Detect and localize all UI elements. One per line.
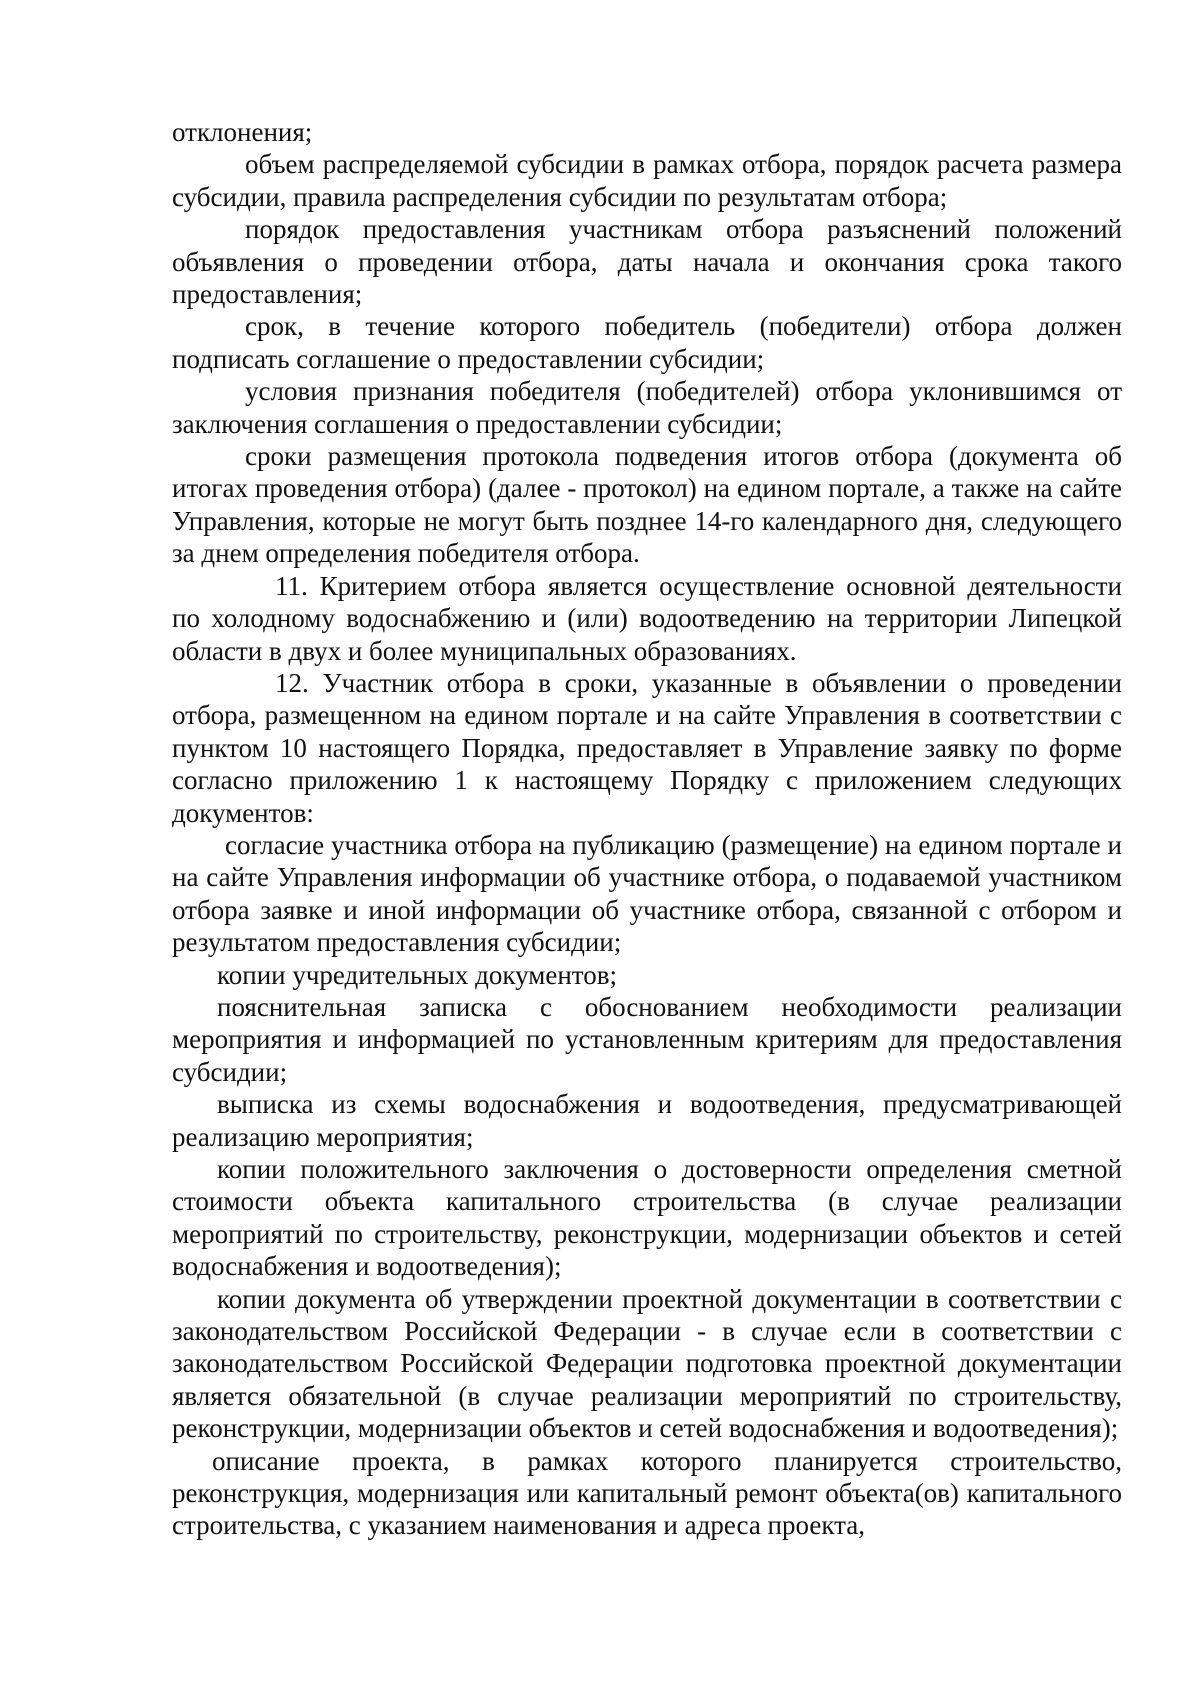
paragraph-subsidy-volume: объем распределяемой субсидии в рамках отбора, порядок расчета размера субсидии, правила распределения субсидии по результатам отбора; (172, 149, 1122, 212)
paragraph-consent: согласие участника отбора на публикацию (размещение) на едином портале и на сайте Управления информации об участнике отбора, о подаваемой участником отбора заявке и иной информации об участнике отбора, связанной с отбором и результатом предоставления субсидии; (172, 829, 1122, 958)
paragraph-positive-conclusion: копии положительного заключения о достоверности определения сметной стоимости объекта капитального строительства (в случае реализации мероприятий по строительству, реконструкции, модернизации объектов и сетей водоснабжения и водоотведения); (172, 1154, 1122, 1282)
paragraph-project-approval: копии документа об утверждении проектной документации в соответствии с законодательством Российской Федерации - в случае если в соответствии с законодательством Российской Федерации подготовка проектной документации является обязательной (в случае реализации мероприятий по строительству, реконструкции, модернизации объектов и сетей водоснабжения и водоотведения); (172, 1283, 1122, 1444)
paragraph-agreement-term: срок, в течение которого победитель (победители) отбора должен подписать соглашение о предоставлении субсидии; (172, 311, 1122, 374)
paragraph-founding-docs: копии учредительных документов; (217, 959, 617, 990)
paragraph-protocol-terms: сроки размещения протокола подведения итогов отбора (документа об итогах проведения отбора) (далее - протокол) на едином портале, а также на сайте Управления, которые не могут быть позднее 14-го календарного дня, следующего за днем определения победителя отбора. (172, 441, 1122, 569)
paragraph-explanatory-note: пояснительная записка с обоснованием необходимости реализации мероприятия и информацией по установленным критериям для предоставления субсидии; (172, 991, 1122, 1087)
paragraph-item-11: 11. Критерием отбора является осуществление основной деятельности по холодному водоснабжению и (или) водоотведению на территории Липецкой области в двух и более муниципальных образованиях. (172, 570, 1122, 666)
paragraph-evasion-conditions: условия признания победителя (победителей) отбора уклонившимся от заключения соглашения о предоставлении субсидии; (172, 376, 1122, 439)
document-body (172, 116, 1122, 1542)
paragraph-clarifications: порядок предоставления участникам отбора разъяснений положений объявления о проведении отбора, даты начала и окончания срока такого предоставления; (172, 214, 1122, 310)
paragraph-project-description: описание проекта, в рамках которого планируется строительство, реконструкция, модернизация или капитальный ремонт объекта(ов) капитального строительства, с указанием наименования и адреса проекта, (172, 1445, 1122, 1541)
paragraph-scheme-extract: выписка из схемы водоснабжения и водоотведения, предусматривающей реализацию мероприятия; (172, 1089, 1122, 1152)
paragraph-deviations: отклонения; (172, 117, 313, 147)
paragraph-item-12: 12. Участник отбора в сроки, указанные в объявлении о проведении отбора, размещенном на едином портале и на сайте Управления в соответствии с пунктом 10 настоящего Порядка, предоставляет в Управление заявку по форме согласно приложению 1 к настоящему Порядку с приложением следующих документов: (172, 667, 1122, 828)
